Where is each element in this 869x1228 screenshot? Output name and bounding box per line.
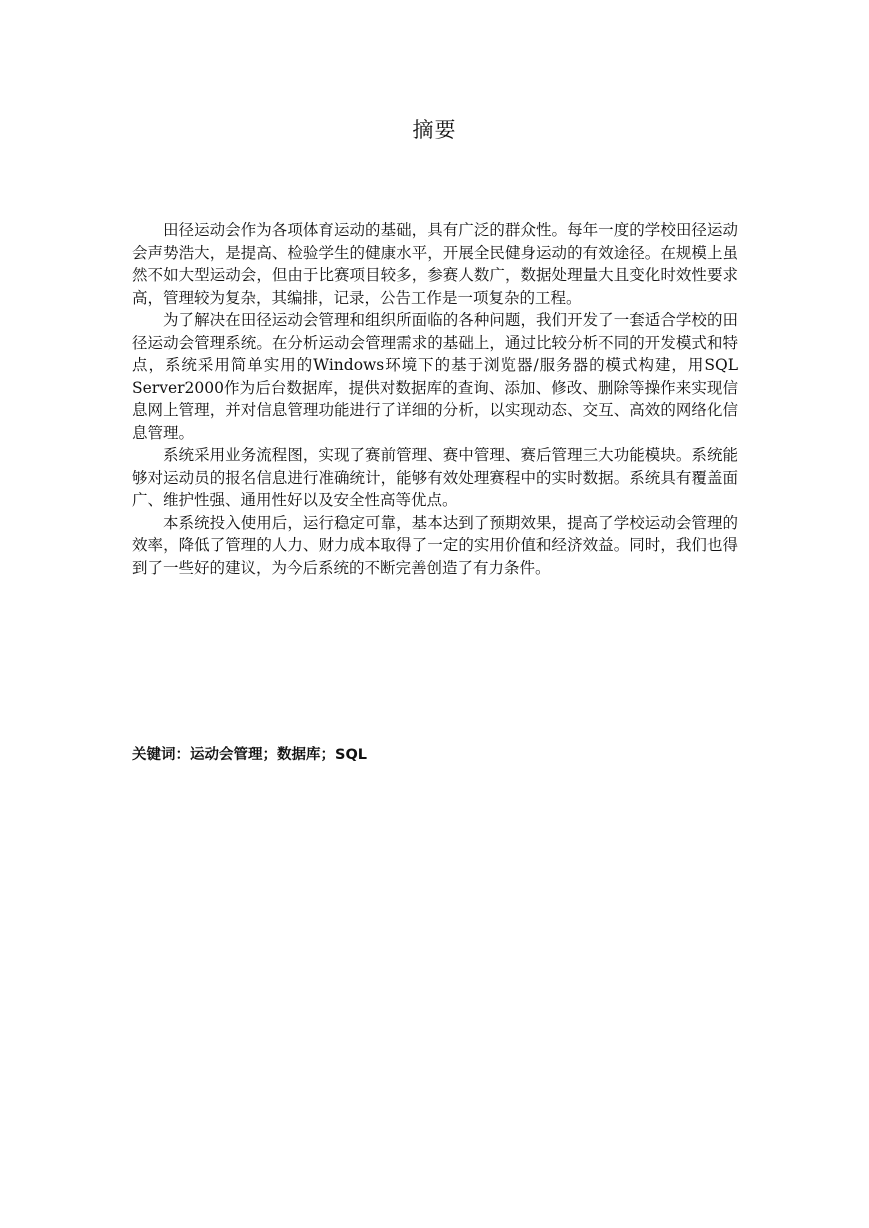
abstract-paragraph-2: 为了解决在田径运动会管理和组织所面临的各种问题，我们开发了一套适合学校的田径运动会管理系统。在分析运动会管理需求的基础上，通过比较分析不同的开发模式和特点，系统采用简单实用的Windows环境下的基于浏览器/服务器的模式构建，用SQL Server2000作为后台数据库，提供对数据库的查询、添加、修改、删除等操作来实现信息网上管理，并对信息管理功能进行了详细的分析，以实现动态、交互、高效的网络化信息管理。 [132,311,738,442]
abstract-paragraph-4: 本系统投入使用后，运行稳定可靠，基本达到了预期效果，提高了学校运动会管理的效率，降低了管理的人力、财力成本取得了一定的实用价值和经济效益。同时，我们也得到了一些好的建议，为今后系统的不断完善创造了有力条件。 [132,513,738,577]
abstract-paragraph-1: 田径运动会作为各项体育运动的基础，具有广泛的群众性。每年一度的学校田径运动会声势浩大，是提高、检验学生的健康水平，开展全民健身运动的有效途径。在规模上虽然不如大型运动会，但由于比赛项目较多，参赛人数广，数据处理量大且变化时效性要求高，管理较为复杂，其编排，记录，公告工作是一项复杂的工程。 [132,221,738,307]
keywords-line: 关键词：运动会管理；数据库；SQL [132,747,368,763]
abstract-paragraph-3: 系统采用业务流程图，实现了赛前管理、赛中管理、赛后管理三大功能模块。系统能够对运动员的报名信息进行准确统计，能够有效处理赛程中的实时数据。系统具有覆盖面广、维护性强、通用性好以及安全性高等优点。 [132,446,738,509]
abstract-body [132,219,738,579]
page-title: 摘要 [412,118,457,142]
